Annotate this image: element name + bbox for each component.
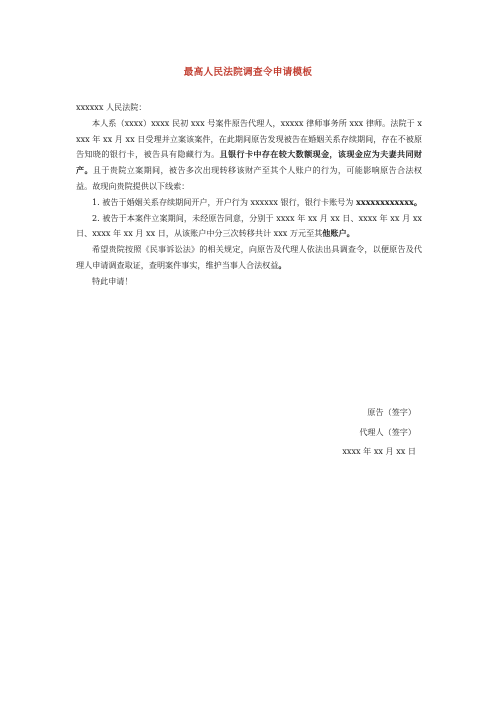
closing-line: 特此申请！ bbox=[92, 275, 133, 286]
signature-date: xxxx 年 xx 月 xx 日 bbox=[342, 446, 416, 456]
paragraph-request-bold: 。 bbox=[278, 259, 287, 270]
paragraph-intro-tail: 且于贵院立案期间，被告多次出现转移该财产至其个人账户的行为，可能影响原告合法权益。故现向贵院提供以下线索： bbox=[76, 165, 422, 191]
clue-item-1-text: 1. 被告于婚姻关系存续期间开户，开户行为 xxxxxx 银行，银行卡账号为 bbox=[92, 196, 356, 207]
clue-item-1-account: xxxxxxxxxxxx。 bbox=[355, 196, 422, 207]
paragraph-intro-text: 本人系（xxxx）xxxx 民初 xxx 号案件原告代理人，xxxxx 律师事务所 xxx 律师。法院于 xxxx 年 xx 月 xx 日受理并立案该案件，在此期间原告发现被告在婚姻关系存续期间，存在不被原告知晓的银行卡，被告具有隐藏行为。 bbox=[76, 117, 422, 160]
clue-item-2 bbox=[76, 211, 422, 243]
paragraph-intro bbox=[76, 116, 422, 195]
clue-item-1 bbox=[76, 195, 422, 211]
clue-item-2-text: 2. 被告于本案件立案期间，未经原告同意，分别于 xxxx 年 xx 月 xx 日、xxxx 年 xx 月 xx 日、xxxx 年 xx 月 xx 日，从该账户中分三次转移共计 xxx 万元至其 bbox=[76, 212, 422, 239]
signature-block bbox=[342, 403, 416, 462]
document-title: 最高人民法院调查令申请模板 bbox=[183, 67, 313, 78]
plaintiff-signature: 原告（签字） bbox=[367, 407, 416, 417]
paragraph-intro-bold: 且银行卡中存在较大数额现金，该现金应为夫妻共同财产。 bbox=[76, 149, 422, 176]
paragraph-request-text: 希望贵院按照《民事诉讼法》的相关规定，向原告及代理人依法出具调查令，以便原告及代理人申请调查取证，查明案件事实，维护当事人合法权益 bbox=[76, 244, 422, 270]
salutation: xxxxxx 人民法院： bbox=[76, 102, 147, 112]
paragraph-request bbox=[76, 242, 422, 274]
document-body bbox=[76, 100, 422, 290]
agent-signature: 代理人（签字） bbox=[359, 426, 416, 437]
clue-item-2-bold: 他账户。 bbox=[322, 228, 355, 239]
